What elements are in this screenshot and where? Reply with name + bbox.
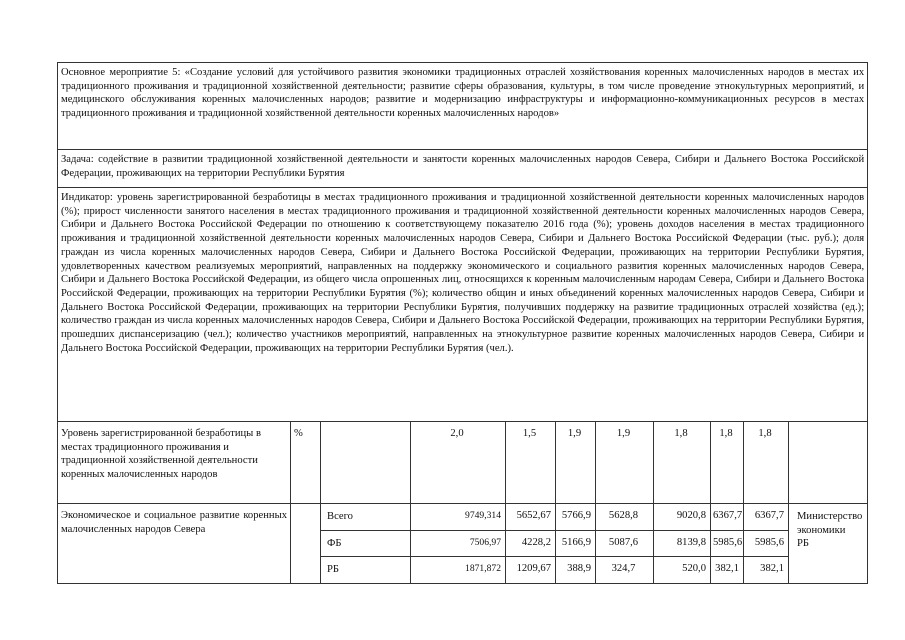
funding-value: 382,1 <box>744 557 789 584</box>
measure-value: 2,0 <box>411 422 506 504</box>
funding-value: 5985,6 <box>744 530 789 557</box>
program-table <box>57 62 868 584</box>
funding-value: 5087,6 <box>596 530 654 557</box>
measure-row <box>58 422 868 504</box>
empty-cell <box>321 422 411 504</box>
executor-label: Министерство экономики РБ <box>789 504 868 584</box>
task-row <box>58 150 868 188</box>
activity-label: Экономическое и социальное развитие коренных малочисленных народов Севера <box>58 504 291 584</box>
funding-total: 7506,97 <box>411 530 506 557</box>
indicator-row <box>58 188 868 422</box>
measure-value: 1,9 <box>556 422 596 504</box>
funding-value: 5628,8 <box>596 504 654 531</box>
measure-value: 1,8 <box>654 422 711 504</box>
funding-value: 5166,9 <box>556 530 596 557</box>
funding-value: 9020,8 <box>654 504 711 531</box>
indicator-text: Индикатор: уровень зарегистрированной безработицы в местах традиционного проживания и традиционной хозяйственной деятельности коренных малочисленных народов (%); прирост численности занятого населения в местах традиционного проживания и традиционной хозяйственной деятельности коренных малочисленных народов Севера, Сибири и Дальнего Востока Российской Федерации по отношению к соответствующему показателю 2016 года (%); уровень доходов населения в местах традиционного проживания и традиционной хозяйственной деятельности коренных малочисленных народов Севера, Сибири и Дальнего Востока Российской Федерации (тыс. руб.); доля граждан из числа коренных малочисленных народов Севера, Сибири и Дальнего Востока Российской Федерации, проживающих на территории Республики Бурятия, удовлетворенных качеством реализуемых мероприятий, направленных на поддержку экономического и социального развития коренных малочисленных народов Севера, Сибири и Дальнего Востока Российской Федерации, из общего числа опрошенных лиц, относящихся к коренным малочисленным народам Севера, Сибири и Дальнего Востока Российской Федерации, проживающих на территории Республики Бурятия (%); количество общин и иных объединений коренных малочисленных народов Севера, Сибири и Дальнего Востока Российской Федерации, проживающих на территории Республики Бурятия, получивших поддержку на развитие традиционных отраслей хозяйства (ед.); количество граждан из числа коренных малочисленных народов Севера, Сибири и Дальнего Востока Российской Федерации, проживающих на территории Республики Бурятия, прошедших диспансеризацию (чел.); количество участников мероприятий, направленных на этнокультурное развитие коренных малочисленных народов Севера, Сибири и Дальнего Востока Российской Федерации, проживающих на территории Республики Бурятия (чел.). <box>58 188 868 422</box>
funding-value: 5766,9 <box>556 504 596 531</box>
measure-value: 1,8 <box>744 422 789 504</box>
funding-source-label: ФБ <box>321 530 411 557</box>
funding-value: 8139,8 <box>654 530 711 557</box>
funding-value: 5652,67 <box>506 504 556 531</box>
funding-value: 5985,6 <box>711 530 744 557</box>
funding-value: 382,1 <box>711 557 744 584</box>
funding-source-label: РБ <box>321 557 411 584</box>
measure-label: Уровень зарегистрированной безработицы в местах традиционного проживания и традиционной хозяйственной деятельности коренных малочисленных народов <box>58 422 291 504</box>
measure-value: 1,8 <box>711 422 744 504</box>
funding-value: 324,7 <box>596 557 654 584</box>
funding-value: 520,0 <box>654 557 711 584</box>
funding-row-total <box>58 504 868 531</box>
measure-unit: % <box>291 422 321 504</box>
funding-total: 9749,314 <box>411 504 506 531</box>
main-activity-row <box>58 63 868 150</box>
funding-source-label: Всего <box>321 504 411 531</box>
funding-value: 4228,2 <box>506 530 556 557</box>
funding-total: 1871,872 <box>411 557 506 584</box>
main-activity-text: Основное мероприятие 5: «Создание условий для устойчивого развития экономики традиционных отраслей хозяйствования коренных малочисленных народов в местах их традиционного проживания и традиционной хозяйственной деятельности; развитие сферы образования, культуры, в том числе проведение этнокультурных мероприятий, и медицинского обслуживания коренных малочисленных народов; развитие и модернизацию инфраструктуры и информационно-коммуникационных ресурсов в местах традиционного проживания и традиционной хозяйственной деятельности коренных малочисленных народов» <box>58 63 868 150</box>
funding-value: 6367,7 <box>744 504 789 531</box>
funding-value: 388,9 <box>556 557 596 584</box>
measure-value: 1,5 <box>506 422 556 504</box>
measure-value: 1,9 <box>596 422 654 504</box>
funding-value: 1209,67 <box>506 557 556 584</box>
funding-value: 6367,7 <box>711 504 744 531</box>
task-text: Задача: содействие в развитии традиционной хозяйственной деятельности и занятости коренных малочисленных народов Севера, Сибири и Дальнего Востока Российской Федерации, проживающих на территории Республики Бурятия <box>58 150 868 188</box>
empty-cell <box>291 504 321 584</box>
empty-cell <box>789 422 868 504</box>
